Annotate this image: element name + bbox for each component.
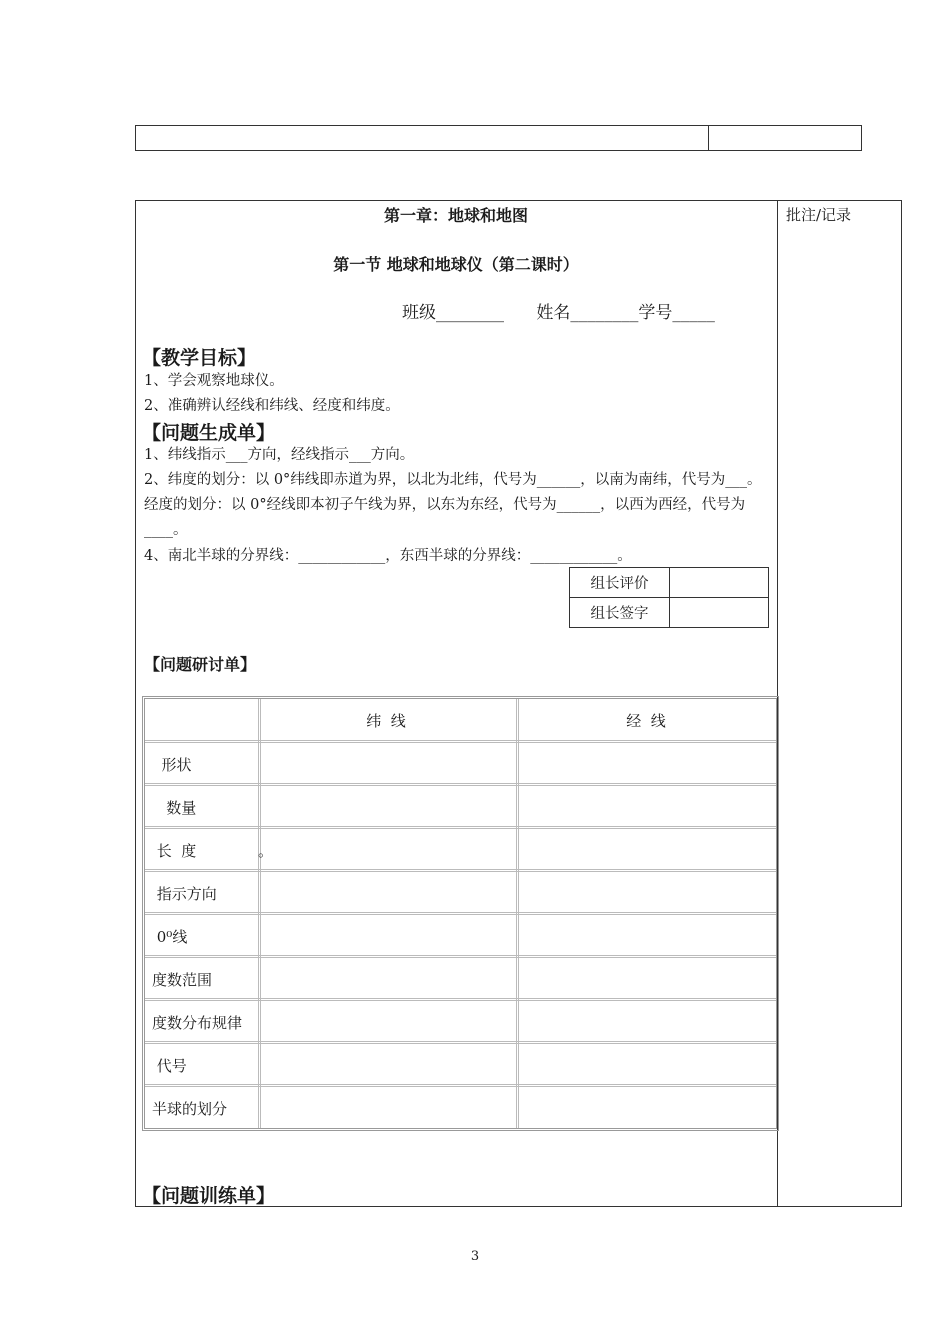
grid-divider	[145, 1041, 776, 1044]
evaluation-row	[570, 598, 769, 628]
question-2: 2、纬度的划分：以 0°纬线即赤道为界，以北为北纬，代号为______，以南为南纬，代号为___。经度的划分：以 0°经线即本初子午线为界，以东为东经，代号为______，以西为西经，代号为____。	[144, 472, 762, 538]
grid-divider	[145, 1084, 776, 1087]
row-label-length: 长 度	[152, 842, 197, 860]
row-label-quantity: 数量	[152, 799, 197, 817]
grid-divider	[145, 998, 776, 1001]
annotation-column-label: 批注/记录	[786, 206, 852, 224]
question-1: 1、纬线指示___方向，经线指示___方向。	[144, 447, 415, 463]
training-heading: 【问题训练单】	[142, 1185, 276, 1207]
header-table	[135, 125, 862, 151]
evaluation-row	[570, 568, 769, 598]
row-label-degree-range: 度数范围	[152, 971, 213, 989]
section-title: 第一节 地球和地球仪（第二课时）	[333, 255, 579, 274]
objective-item: 2、准确辨认经线和纬线、经度和纬度。	[144, 398, 400, 414]
team-leader-signature-field[interactable]	[670, 598, 769, 628]
discussion-heading: 【问题研讨单】	[144, 655, 257, 674]
header-table-divider	[708, 126, 709, 150]
question-4: 4、南北半球的分界线：____________，东西半球的分界线：____________。	[144, 548, 632, 564]
latitude-length-cell[interactable]: 。	[258, 842, 274, 860]
grid-divider	[145, 955, 776, 958]
team-leader-signature-label: 组长签字	[570, 598, 670, 628]
questions-heading: 【问题生成单】	[142, 422, 276, 444]
row-label-shape: 形状	[152, 756, 192, 774]
grid-divider	[145, 912, 776, 915]
evaluation-table	[569, 567, 769, 628]
team-leader-evaluation-label: 组长评价	[570, 568, 670, 598]
team-leader-evaluation-field[interactable]	[670, 568, 769, 598]
grid-divider	[145, 783, 776, 786]
grid-divider	[145, 826, 776, 829]
chapter-title: 第一章：地球和地图	[383, 206, 528, 225]
row-label-direction: 指示方向	[152, 885, 217, 903]
column-header-latitude: 纬 线	[366, 712, 406, 730]
row-label-hemisphere: 半球的划分	[152, 1100, 228, 1118]
row-label-code: 代号	[152, 1057, 187, 1075]
row-label-zero-line: 0⁰线	[152, 928, 188, 946]
student-info-line: 班级________ 姓名________学号_____	[402, 303, 715, 323]
grid-divider	[145, 869, 776, 872]
grid-divider	[145, 740, 776, 743]
discussion-table	[142, 696, 779, 1131]
column-header-longitude: 经 线	[626, 712, 666, 730]
objective-item: 1、学会观察地球仪。	[144, 373, 284, 389]
row-label-degree-pattern: 度数分布规律	[152, 1014, 243, 1032]
objectives-heading: 【教学目标】	[142, 347, 257, 369]
page-number: 3	[470, 1249, 480, 1264]
